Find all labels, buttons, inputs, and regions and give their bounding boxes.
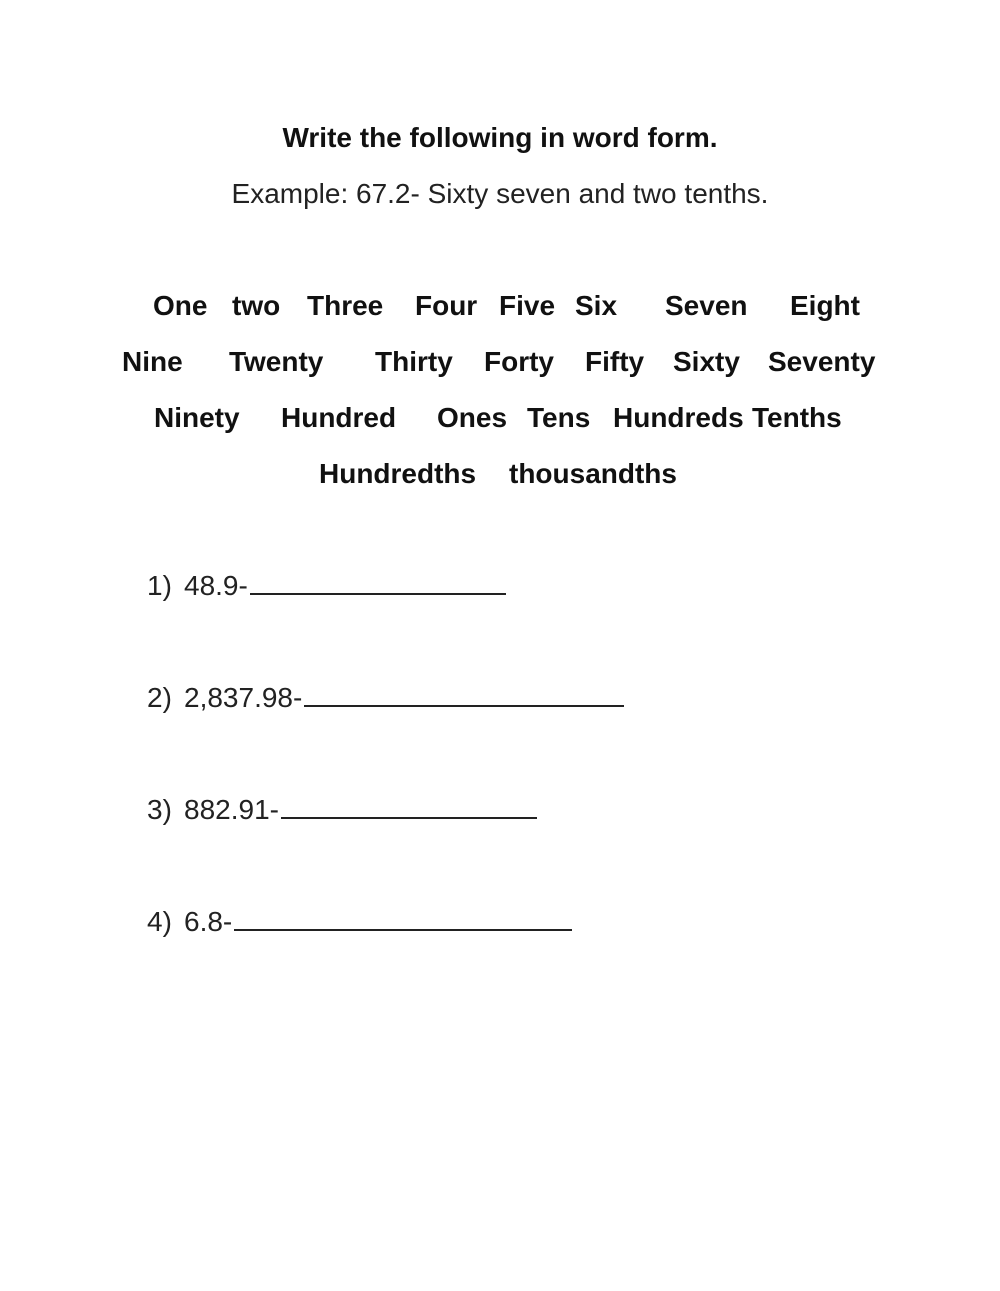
word-bank-item: Tens bbox=[527, 402, 591, 433]
word-bank-item: Five bbox=[499, 290, 556, 321]
word-bank-item: Thirty bbox=[375, 346, 453, 377]
question-1 bbox=[147, 566, 506, 606]
word-bank-row-1 bbox=[0, 286, 1000, 326]
word-bank-item: Six bbox=[575, 290, 618, 321]
answer-blank[interactable] bbox=[234, 903, 572, 931]
word-bank-item: Four bbox=[415, 290, 478, 321]
word-bank-item: thousandths bbox=[509, 458, 677, 489]
word-bank-item: Fifty bbox=[585, 346, 645, 377]
word-bank-item: Three bbox=[307, 290, 384, 321]
question-number: 4) bbox=[147, 906, 172, 937]
word-bank-item: Ninety bbox=[154, 402, 240, 433]
word-bank-item: Tenths bbox=[752, 402, 842, 433]
answer-blank[interactable] bbox=[250, 567, 506, 595]
answer-blank[interactable] bbox=[281, 791, 537, 819]
question-value: 882.91- bbox=[184, 794, 279, 825]
question-3 bbox=[147, 790, 537, 830]
word-bank-row-3 bbox=[0, 398, 1000, 438]
word-bank-item: Hundredths bbox=[319, 458, 477, 489]
word-bank-item: two bbox=[232, 290, 281, 321]
word-bank-item: Forty bbox=[484, 346, 554, 377]
word-bank-item: Ones bbox=[437, 402, 508, 433]
word-bank-item: Seven bbox=[665, 290, 748, 321]
word-bank-item: Seventy bbox=[768, 346, 876, 377]
question-number: 1) bbox=[147, 570, 172, 601]
question-value: 2,837.98- bbox=[184, 682, 303, 713]
worksheet-example: Example: 67.2- Sixty seven and two tenths. bbox=[231, 178, 769, 209]
word-bank-item: Hundred bbox=[281, 402, 397, 433]
question-2 bbox=[147, 678, 624, 718]
word-bank-item: One bbox=[153, 290, 208, 321]
word-bank-item: Twenty bbox=[229, 346, 324, 377]
word-bank-row-2 bbox=[0, 342, 1000, 382]
answer-blank[interactable] bbox=[304, 679, 624, 707]
word-bank-item: Eight bbox=[790, 290, 860, 321]
question-number: 2) bbox=[147, 682, 172, 713]
question-value: 6.8- bbox=[184, 906, 233, 937]
word-bank-item: Hundreds bbox=[613, 402, 744, 433]
question-4 bbox=[147, 902, 572, 942]
question-value: 48.9- bbox=[184, 570, 248, 601]
word-bank-item: Nine bbox=[122, 346, 183, 377]
question-number: 3) bbox=[147, 794, 172, 825]
worksheet-title: Write the following in word form. bbox=[282, 122, 718, 153]
word-bank-row-4 bbox=[0, 454, 1000, 494]
word-bank-item: Sixty bbox=[673, 346, 740, 377]
